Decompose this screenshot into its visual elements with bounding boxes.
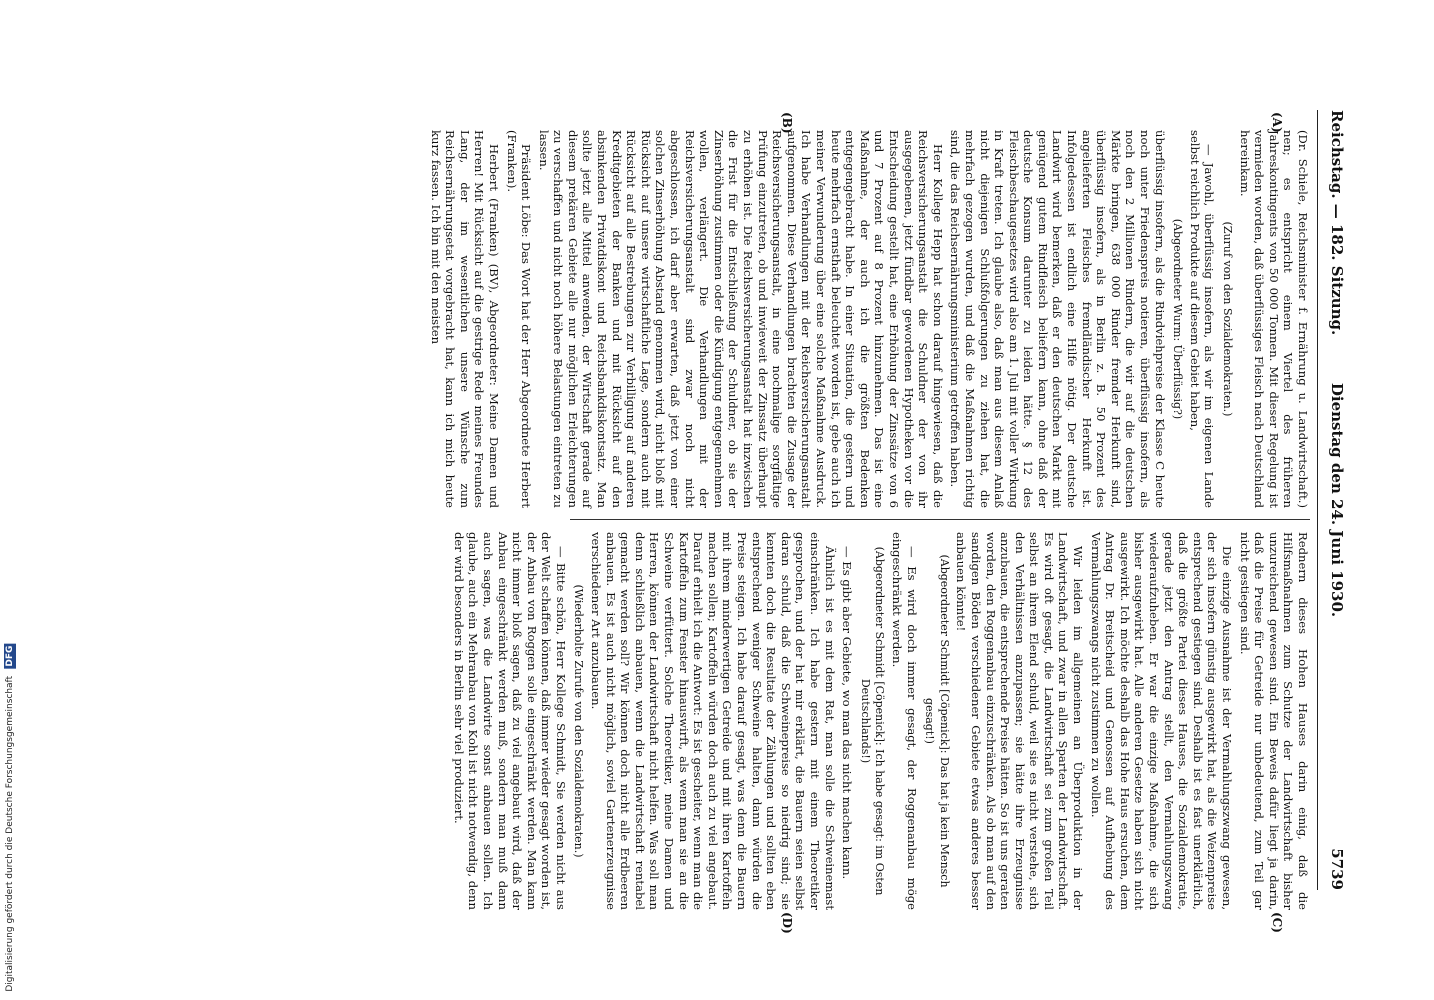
- page-number: 5739: [1328, 848, 1346, 890]
- margin-marker-a: (A): [1270, 112, 1284, 133]
- paragraph: überflüssig insofern, als die Rindviehpreise der Klasse C heute noch unter Friedenspreis notieren, überflüssig insofern, als noch den 2 Millionen Rindern, die wir auf die deutschen Märkte bringen, 638 000 Rinder fremder Herkunft sind, überflüssig insofern, als in Berlin z. B. 50 Prozent des angelieferten Fleisches fremdländischer Herkunft ist. Infolgedessen ist endlich eine Hilfe nötig. Der deutsche Landwirt wird bemerken, daß er den deutschen Markt mit genügend gutem Rindfleisch beliefern kann, ohne daß der deutsche Konsum darunter zu leiden hätte. § 12 des Fleischbeschaugesetzes wird also am 1. Juli mit voller Wirkung in Kraft treten. Ich glaube also, daß man aus diesem Anlaß nicht diejenigen Schlußfolgerungen zu ziehen hat, die mehrfach gezogen wurden, und daß die Maßnahmen richtig sind, die das Reichsernährungsministerium getroffen haben.: [948, 130, 1167, 508]
- interjection: (Abgeordneter Wurm: Überflüssig?): [1171, 218, 1185, 420]
- right-column: [448, 532, 1310, 910]
- margin-marker-d: (D): [780, 912, 794, 934]
- header-left: Reichstag. — 182. Sitzung.: [1328, 110, 1346, 336]
- page-header: [1320, 110, 1346, 890]
- paragraph: Rednern dieses Hohen Hauses darin einig, daß die Hilfsmaßnahmen zum Schutze der Landwirtschaft bisher unzureichend gewesen sind. Ein Beweis dafür liegt ja darin, daß die Preise für Getreide nur unbedeutend, zum Teil gar nicht gestiegen sind.: [1237, 532, 1310, 910]
- dfg-logo-icon: DFG: [5, 646, 15, 668]
- paragraph: Wir leiden im allgemeinen an Überproduktion in der Landwirtschaft, und zwar in allen Sparten der Landwirtschaft. Es wird oft gesagt, die Landwirtschaft sei zum großen Teil selbst an ihrem Elend schuld, weil sie es nicht verstehe, sich den Verhältnissen anzupassen; sie hätte ihre Erzeugnisse anzubauen, die entsprechende Preise hätten. So ist uns geraten worden, den Roggenanbau einzuschränken. Als ob man auf den sandigen Böden verschiedener Gebiete etwas anderes besser anbauen könnte!: [954, 532, 1086, 910]
- margin-marker-b: (B): [780, 112, 794, 134]
- digitization-note: [4, 644, 16, 992]
- paragraph: Ähnlich ist es mit dem Rat, man solle die Schweinemast einschränken. Ich habe gestern mit einem Theoretiker gesprochen, und der hat mir erklärt, die Bauern seien selbst daran schuld, daß die Schweinepreise so niedrig sind; sie kennten doch die Resultate der Zählungen und sollten eben entsprechend weniger Schweine halten, dann würden die Preise steigen. Ich habe darauf gesagt, was denn die Bauern mit ihrem minderwertigen Getreide und mit ihren Kartoffeln machen sollen; Kartoffeln würden doch auch zu viel angebaut. Darauf erhielt ich die Antwort: Es ist gescheiter, wenn man die Kartoffeln zum Fenster hinauswirft, als wenn man sie an die Schweine verfüttert. Solche Theoretiker, meine Damen und Herren, können der Landwirtschaft nicht helfen. Was soll man denn schließlich anbauen, wenn die Landwirtschaft rentabel gemacht werden soll? Wir können doch nicht alle Erdbeeren anbauen. Es ist auch nicht möglich, soviel Gartenerzeugnisse verschiedener Art anzubauen.: [589, 532, 837, 910]
- paragraph: — Bitte schön, Herr Kollege Schmidt, Sie werden nicht aus der Welt schaffen können, daß immer wieder gesagt worden ist, der Anbau von Roggen solle eingeschränkt werden. Man kann nicht immer bloß sagen, daß zu viel angebaut wird, daß der Anbau eingeschränkt werden muß, sondern man muß dann auch sagen, was die Landwirte sonst anbauen sollen. Ich glaube, auch ein Mehranbau von Kohl ist nicht notwendig, denn der wird besonders in Berlin sehr viel produziert.: [451, 532, 568, 910]
- paragraph: Herbert (Franken) (BV), Abgeordneter: Meine Damen und Herren! Mit Rücksicht auf die gestrige Rede meines Freundes Lang, der im wesentlichen unsere Wünsche zum Reichsernährungsetat vorgebracht hat, kann ich mich heute kurz fassen. Ich bin mit den meisten: [428, 130, 501, 508]
- header-rule: [1317, 110, 1318, 890]
- column-separator: [570, 519, 1310, 520]
- left-column: [425, 130, 1310, 508]
- interjection: (Zuruf von den Sozialdemokraten.): [1221, 221, 1235, 417]
- paragraph: — Es wird doch immer gesagt, der Roggenanbau möge eingeschränkt werden.: [889, 532, 919, 910]
- paragraph: Die einzige Ausnahme ist der Vermahlungszwang gewesen, der sich insofern günstig ausgewirkt hat, als die Weizenpreise entsprechend gestiegen sind. Deshalb ist es fast unerklärlich, daß die größte Partei dieses Hauses, die Sozialdemokratie, gerade jetzt den Antrag stellt, den Vermahlungszwang wiederaufzuheben. Er war die einzige Maßnahme, die sich bisher ausgewirkt hat. Alle anderen Gesetze haben sich nicht ausgewirkt. Ich möchte deshalb das Hohe Haus ersuchen, dem Antrag Dr. Breitscheid und Genossen auf Aufhebung des Vermahlungszwangs nicht zustimmen zu wollen.: [1088, 532, 1235, 910]
- paragraph: (Dr. Schiele, Reichsminister f. Ernährung u. Landwirtschaft.) nen; es entspricht einem Viertel des früheren Jahreskontingents von 50 000 Tonnen. Mit dieser Regelung ist vermieden worden, daß überflüssiges Fleisch nach Deutschland hereinkam.: [1237, 130, 1310, 508]
- margin-marker-c: (C): [1270, 912, 1284, 933]
- paragraph: Präsident Löbe: Das Wort hat der Herr Abgeordnete Herbert (Franken).: [504, 130, 534, 508]
- interjection: (Wiederholte Zurufe von den Sozialdemokraten.): [572, 584, 586, 858]
- paragraph: — Es gibt aber Gebiete, wo man das nicht machen kann.: [840, 546, 855, 880]
- paragraph: — Jawohl, überflüssig insofern, als wir im eigenen Lande selbst reichlich Produkte auf diesem Gebiet haben,: [1187, 130, 1217, 508]
- interjection: (Abgeordneter Schmidt [Cöpenick]: Das hat ja kein Mensch gesagt!): [923, 554, 951, 888]
- digitization-text: Digitalisierung gefördert durch die Deutsche Forschungsgemeinschaft: [5, 676, 15, 992]
- header-date: Dienstag den 24. Juni 1930.: [1328, 382, 1346, 618]
- interjection: (Abgeordneter Schmidt [Cöpenick]: Ich habe gesagt: im Osten Deutschlands!): [858, 546, 887, 896]
- paragraph: Herr Kollege Hepp hat schon darauf hingewiesen, daß die Reichsversicherungsanstalt die Schuldner der von ihr ausgegebenen, jetzt fündbar gewordenen Hypotheken vor die Entscheidung gestellt hat, eine Erhöhung der Zinssätze von 6 und 7 Prozent auf 8 Prozent hinzunehmen. Das ist eine Maßnahme, der auch ich die größten Bedenken entgegengebracht habe. In einer Situation, die gestern und heute mehrfach ernsthaft beleuchtet worden ist, gebe auch ich meiner Verwunderung über eine solche Maßnahme Ausdruck. Ich habe Verhandlungen mit der Reichsversicherungsanstalt aufgenommen. Diese Verhandlungen brachten die Zusage der Reichsversicherungsanstalt, in eine nochmalige sorgfältige Prüfung einzutreten, ob und inwieweit der Zinssatz überhaupt zu erhöhen ist. Die Reichsversicherungsanstalt hat inzwischen die Frist für die Entschließung der Schuldner, ob sie der Zinserhöhung zustimmen oder die Kündigung entgegennehmen wollen, verlängert. Die Verhandlungen mit der Reichsversicherungsanstalt sind zwar noch nicht abgeschlossen, ich darf aber erwarten, daß jetzt von einer solchen Zinserhöhung Abstand genommen wird, nicht bloß mit Rücksicht auf unsere wirtschaftliche Lage, sondern auch mit Rücksicht auf alle Bestrebungen zur Verbilligung auf anderen Kreditgebieten der Banken und mit Rücksicht auf den absinkenden Privatdiskont und Reichsbankdiskontsatz. Man sollte jetzt alle Mittel anwenden, der Wirtschaft gerade auf diesem prekären Gebiete alle nur möglichen Erleichterungen zu verschaffen und nicht noch höhere Belastungen eintreten zu lassen.: [536, 130, 945, 508]
